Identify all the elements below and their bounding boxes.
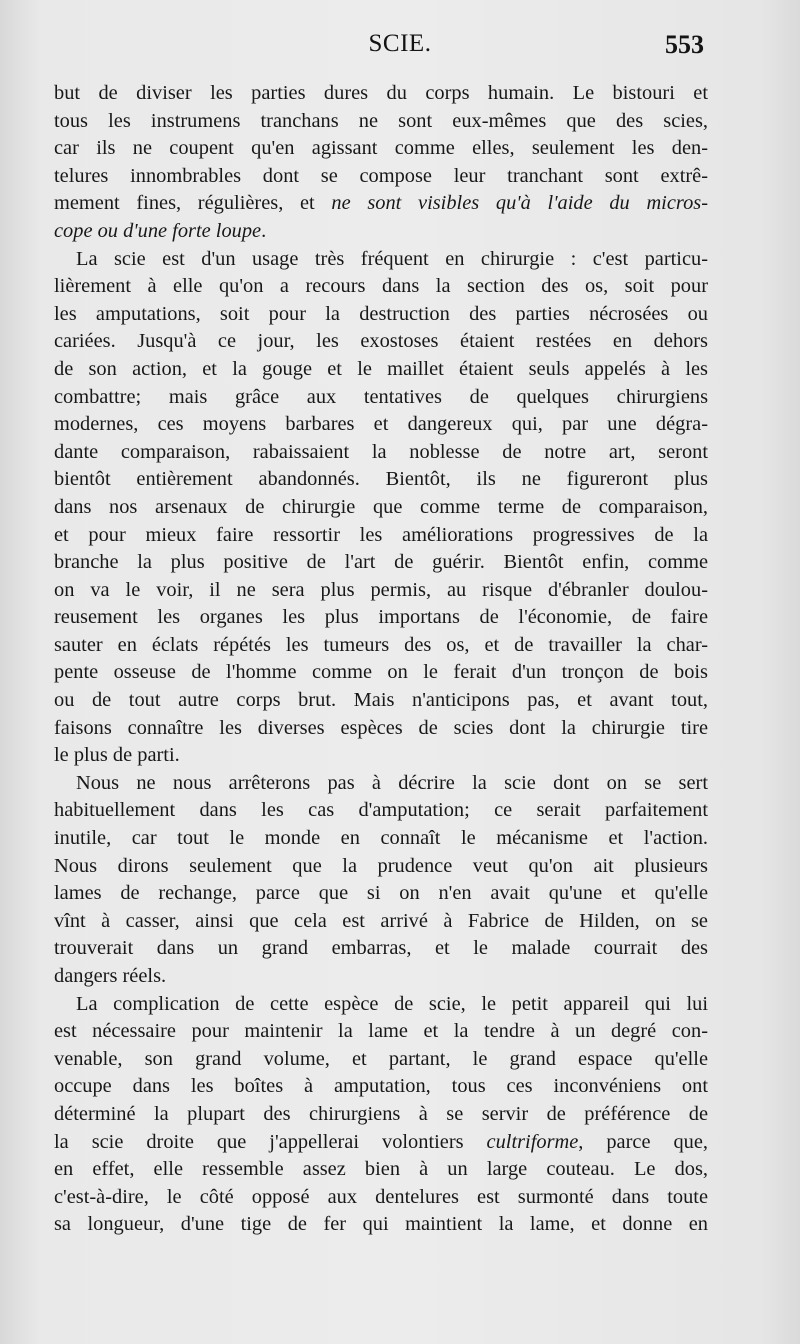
text-segment: sauter en éclats répétés les tumeurs des os, et de travailler la char- [54, 633, 708, 656]
text-segment: pente osseuse de l'homme comme on le ferait d'un tronçon de bois [54, 661, 708, 684]
text-line [54, 1184, 708, 1212]
italic-segment: cultriforme [486, 1130, 579, 1153]
text-line [54, 439, 708, 467]
text-segment: en effet, elle ressemble assez bien à un large couteau. Le dos, [54, 1158, 708, 1181]
text-segment: Nous ne nous arrêterons pas à décrire la scie dont on se sert [76, 771, 708, 794]
text-line [54, 853, 708, 881]
text-segment: on va le voir, il ne sera plus permis, au risque d'ébranler doulou- [54, 578, 708, 601]
text-line [54, 328, 708, 356]
text-segment: de son action, et la gouge et le maillet étaient seuls appelés à les [54, 357, 708, 380]
text-line [54, 466, 708, 494]
text-segment: la scie droite que j'appellerai volontiers [54, 1130, 487, 1153]
text-segment: dante comparaison, rabaissaient la noblesse de notre art, seront [54, 440, 708, 463]
text-segment: venable, son grand volume, et partant, le grand espace qu'elle [54, 1047, 708, 1070]
running-title: SCIE. [368, 30, 432, 57]
text-segment: lames de rechange, parce que si on n'en avait qu'une et qu'elle [54, 882, 708, 905]
text-segment: trouverait dans un grand embarras, et le malade courrait des [54, 937, 708, 960]
text-line [54, 1046, 708, 1074]
text-segment: but de diviser les parties dures du corps humain. Le bistouri et [54, 82, 708, 104]
italic-segment: ne sont visibles qu'à l'aide du micros- [331, 192, 708, 215]
text-line [54, 880, 708, 908]
text-segment: est nécessaire pour maintenir la lame et la tendre à un degré con- [54, 1020, 708, 1043]
text-line [54, 742, 708, 770]
body-text [54, 80, 708, 1239]
text-line [54, 301, 708, 329]
text-segment: reusement les organes les plus importans de l'économie, de faire [54, 606, 708, 629]
text-segment: les amputations, soit pour la destruction des parties nécrosées ou [54, 302, 708, 325]
text-segment: dans nos arsenaux de chirurgie que comme terme de comparaison, [54, 495, 708, 518]
text-line [54, 356, 708, 384]
text-segment: combattre; mais grâce aux tentatives de quelques chirurgiens [54, 385, 708, 408]
text-segment: le plus de parti. [54, 744, 180, 767]
text-line [54, 1101, 708, 1129]
text-line [54, 384, 708, 412]
text-line [54, 577, 708, 605]
text-segment: cariées. Jusqu'à ce jour, les exostoses étaient restées en dehors [54, 330, 708, 353]
text-line [54, 163, 708, 191]
text-segment: La scie est d'un usage très fréquent en chirurgie : c'est particu- [76, 247, 708, 270]
text-line [54, 1211, 708, 1239]
text-line [54, 522, 708, 550]
text-segment: vînt à casser, ainsi que cela est arrivé à Fabrice de Hilden, on se [54, 909, 708, 932]
text-line [54, 825, 708, 853]
text-line [54, 715, 708, 743]
text-line [54, 549, 708, 577]
text-segment: mement fines, régulières, et [54, 192, 332, 215]
text-line [54, 687, 708, 715]
text-line [54, 770, 708, 798]
text-line [54, 604, 708, 632]
text-line [54, 411, 708, 439]
italic-segment: cope ou d'une forte loupe [54, 219, 262, 242]
text-line [54, 273, 708, 301]
text-segment: Nous dirons seulement que la prudence veut qu'on ait plusieurs [54, 854, 708, 877]
text-line [54, 1018, 708, 1046]
text-line [54, 135, 708, 163]
text-line [54, 1073, 708, 1101]
text-segment: occupe dans les boîtes à amputation, tous ces inconvéniens ont [54, 1075, 708, 1098]
text-segment: bientôt entièrement abandonnés. Bientôt, ils ne figureront plus [54, 468, 708, 491]
text-line [54, 1156, 708, 1184]
text-line [54, 246, 708, 274]
text-line [54, 632, 708, 660]
text-segment: et pour mieux faire ressortir les améliorations progressives de la [54, 523, 708, 546]
text-segment: sa longueur, d'une tige de fer qui maintient la lame, et donne en [54, 1213, 708, 1236]
text-segment: ou de tout autre corps brut. Mais n'anticipons pas, et avant tout, [54, 689, 708, 712]
text-segment: tous les instrumens tranchans ne sont eux-mêmes que des scies, [54, 109, 708, 132]
text-line [54, 494, 708, 522]
text-line [54, 935, 708, 963]
text-line [54, 963, 708, 991]
page-number: 553 [665, 30, 704, 59]
text-line [54, 659, 708, 687]
text-line [54, 797, 708, 825]
text-segment: modernes, ces moyens barbares et dangereux qui, par une dégra- [54, 413, 708, 436]
text-segment: lièrement à elle qu'on a recours dans la section des os, soit pour [54, 275, 708, 298]
text-segment: dangers réels. [54, 965, 167, 987]
text-line [54, 108, 708, 136]
page-header [0, 30, 800, 70]
text-segment: La complication de cette espèce de scie, le petit appareil qui lui [76, 992, 708, 1015]
text-segment: telures innombrables dont se compose leur tranchant sont extrê- [54, 164, 708, 187]
text-segment: c'est-à-dire, le côté opposé aux dentelures est surmonté dans toute [54, 1185, 708, 1208]
text-line [54, 1129, 708, 1157]
text-line [54, 80, 708, 108]
text-segment: branche la plus positive de l'art de guérir. Bientôt enfin, comme [54, 551, 708, 574]
text-segment: déterminé la plupart des chirurgiens à se servir de préférence de [54, 1102, 708, 1125]
text-segment: habituellement dans les cas d'amputation; ce serait parfaitement [54, 799, 708, 822]
text-line [54, 218, 708, 246]
text-segment: , parce que, [578, 1130, 708, 1153]
text-line [54, 190, 708, 218]
text-segment: . [261, 219, 267, 242]
text-segment: faisons connaître les diverses espèces de scies dont la chirurgie tire [54, 716, 708, 739]
text-line [54, 991, 708, 1019]
text-segment: car ils ne coupent qu'en agissant comme elles, seulement les den- [54, 137, 708, 160]
text-line [54, 908, 708, 936]
text-segment: inutile, car tout le monde en connaît le mécanisme et l'action. [54, 827, 708, 850]
